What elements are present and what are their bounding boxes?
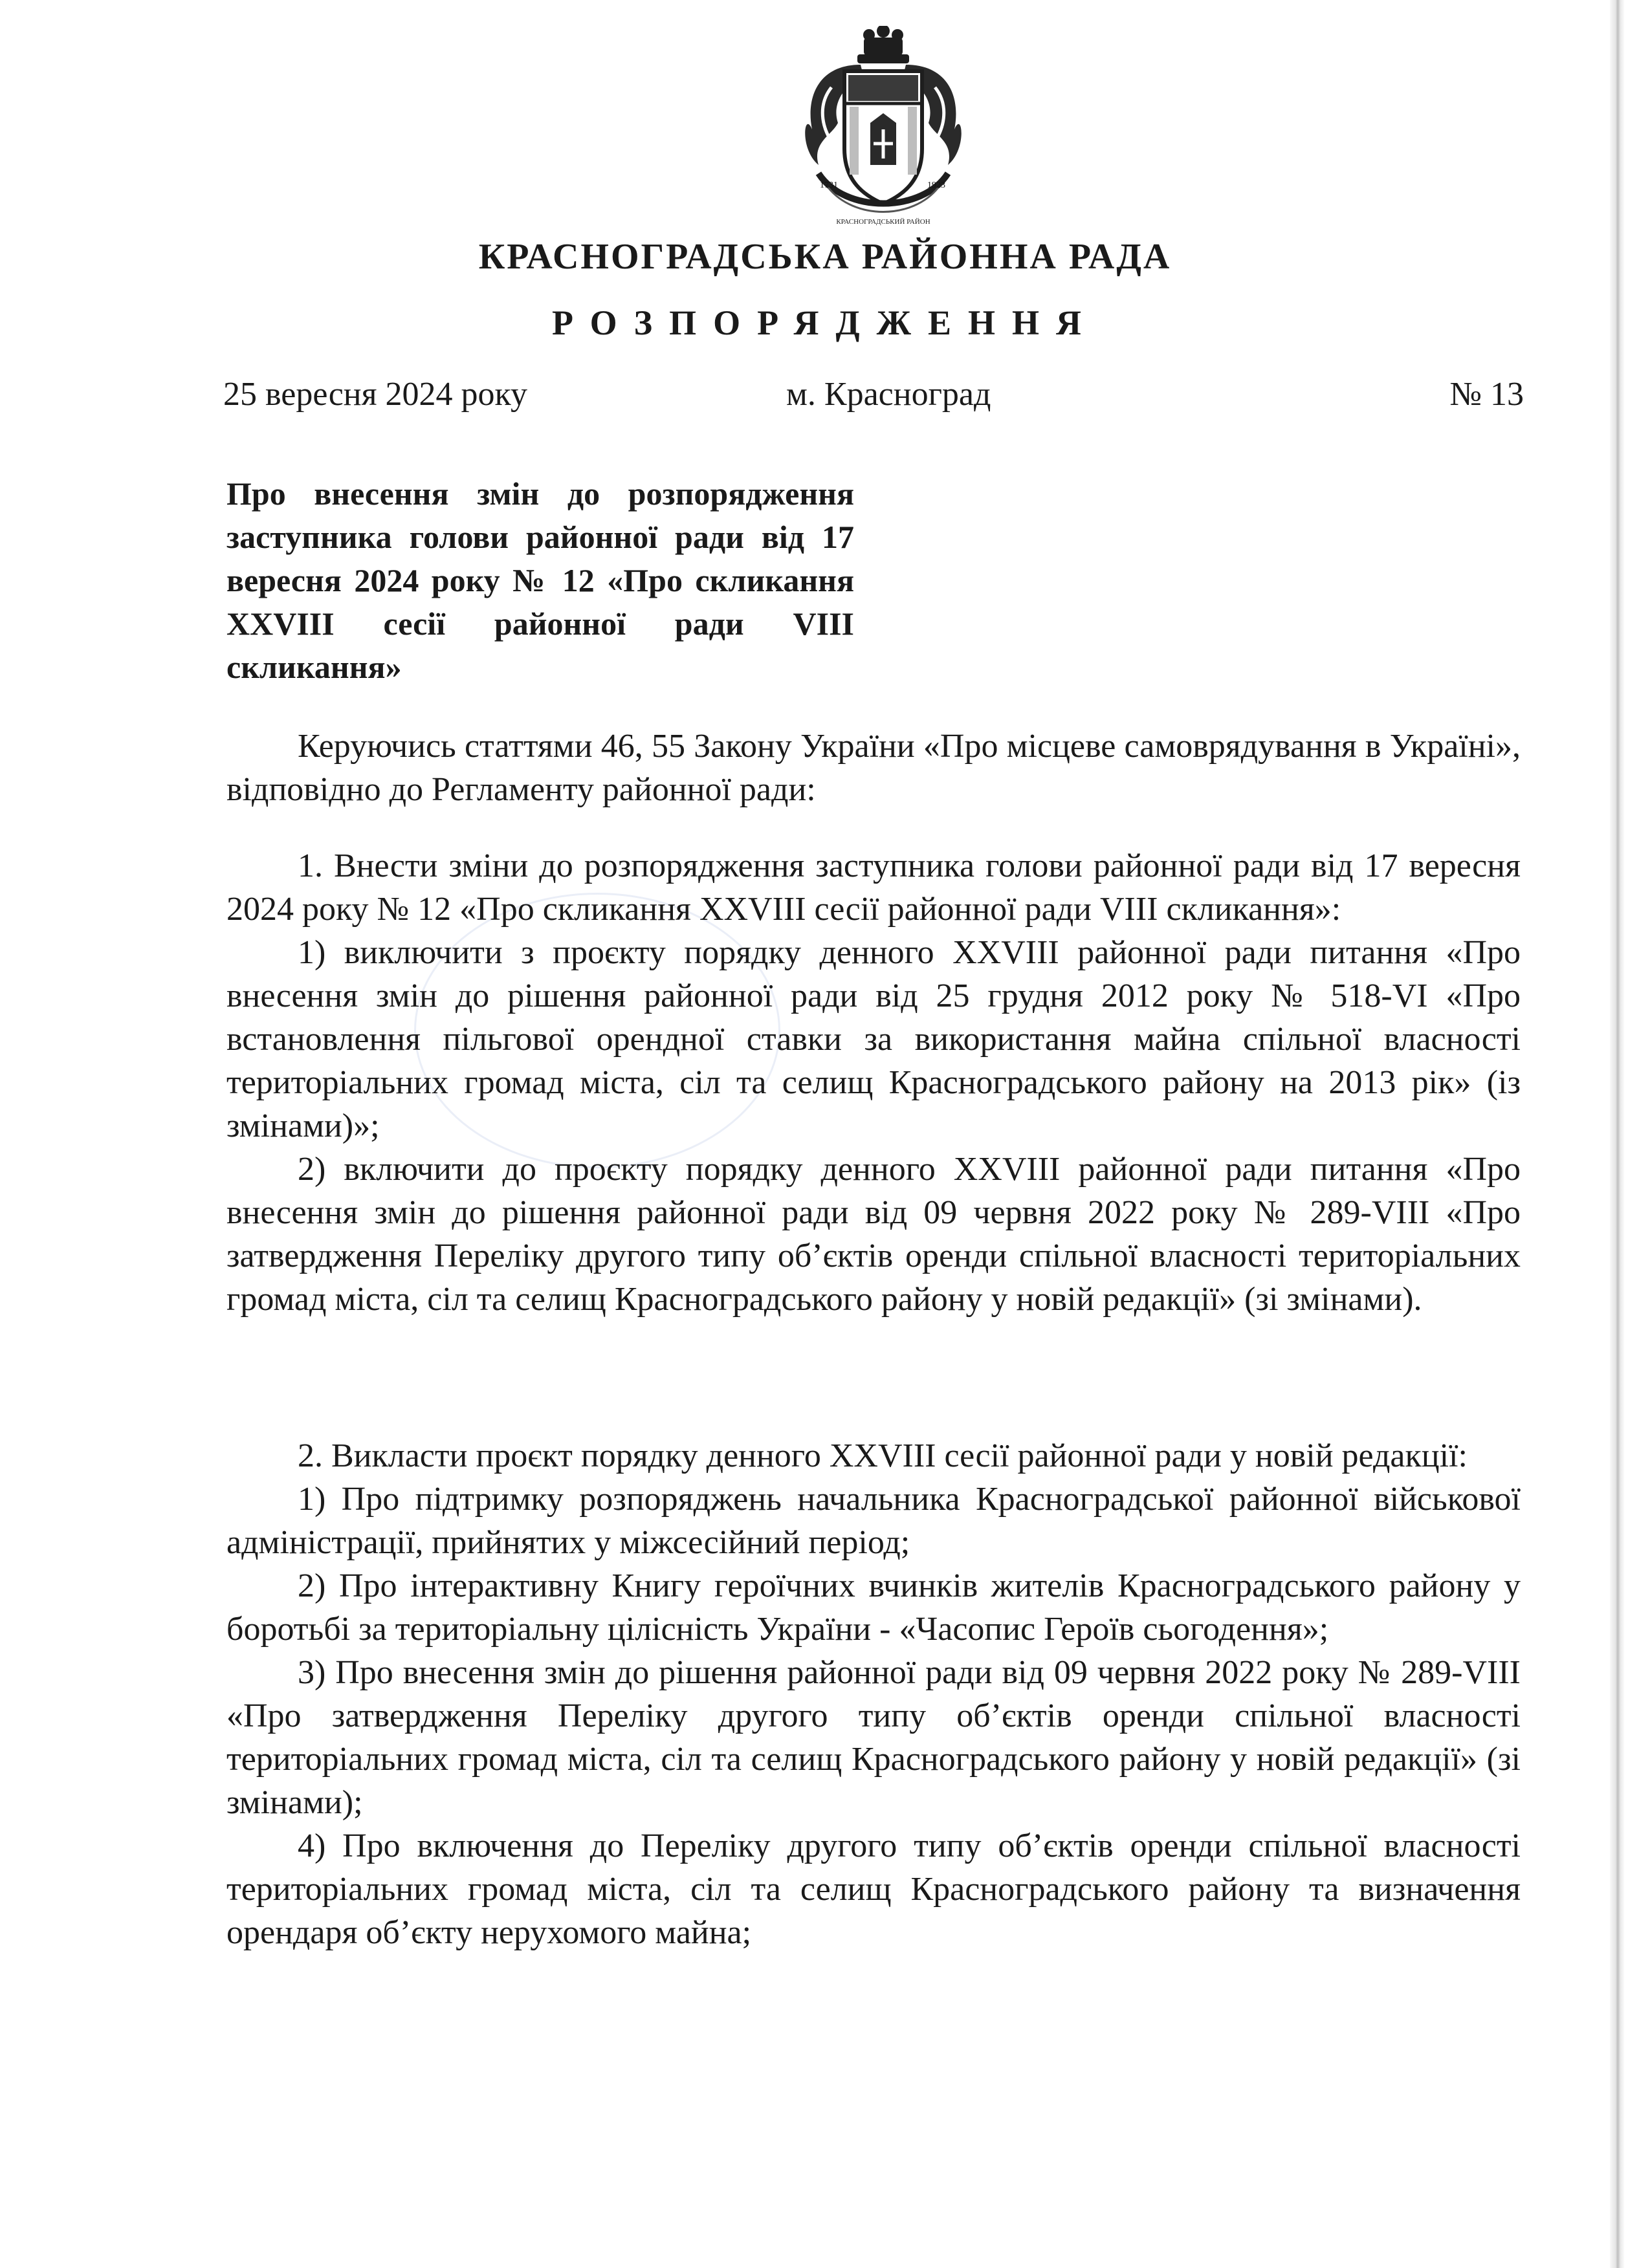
item-2-block <box>226 1434 1521 1954</box>
document-number: № 13 <box>1449 376 1524 413</box>
emblem-year-right: 1923 <box>927 180 945 190</box>
emblem-motto: КРАСНОГРАДСЬКИЙ РАЙОН <box>836 218 930 226</box>
item-1-block <box>226 844 1521 1321</box>
document-type: РОЗПОРЯДЖЕННЯ <box>551 303 1099 342</box>
item-1-text: 1. Внести зміни до розпорядження заступника голови районної ради від 17 вересня 2024 року № 12 «Про скликання XXVIII сесії районної ради VIII скликання»: <box>226 847 1521 928</box>
item-1-sub-2: 2) включити до проєкту порядку денного XXVIII районної ради питання «Про внесення змін до рішення районної ради від 09 червня 2022 року № 289-VIII «Про затвердження Переліку другого типу об’єктів оренди спільної власності територіальних громад міста, сіл та селищ Красноградського району у новій редакції» (зі змінами). <box>226 1151 1521 1318</box>
item-1-sub-1: 1) виключити з проєкту порядку денного XXVIII районної ради питання «Про внесення змін до рішення районної ради від 25 грудня 2012 року № 518-VI «Про встановлення пільгової орендної ставки за використання майна спільної власності територіальних громад міста, сіл та селищ Красноградського району на 2013 рік» (із змінами)»; <box>226 934 1521 1144</box>
coat-of-arms-icon <box>793 26 974 233</box>
document-date: 25 вересня 2024 року <box>223 376 528 413</box>
coat-of-arms-emblem <box>793 26 974 233</box>
document-place: м. Красноград <box>786 376 991 413</box>
item-2-sub-2: 2) Про інтерактивну Книгу героїчних вчинків жителів Красноградського району у боротьбі за територіальну цілісність України - «Часопис Героїв сьогодення»; <box>226 1567 1521 1648</box>
preamble-paragraph: Керуючись статтями 46, 55 Закону України «Про місцеве самоврядування в Україні», відповідно до Регламенту районної ради: <box>226 728 1521 808</box>
item-2-text: 2. Викласти проєкт порядку денного XXVIII сесії районної ради у новій редакції: <box>298 1437 1468 1474</box>
item-2-sub-1: 1) Про підтримку розпоряджень начальника Красноградської районної військової адміністрації, прийнятих у міжсесійний період; <box>226 1481 1521 1561</box>
emblem-year-left: 1731 <box>820 180 838 190</box>
item-2-sub-4: 4) Про включення до Переліку другого типу об’єктів оренди спільної власності територіальних громад міста, сіл та селищ Красноградського району та визначення орендаря об’єкту нерухомого майна; <box>226 1827 1521 1951</box>
item-2-sub-3: 3) Про внесення змін до рішення районної ради від 09 червня 2022 року № 289-VIII «Про затвердження Переліку другого типу об’єктів оренди спільної власності територіальних громад міста, сіл та селищ Красноградського району у новій редакції» (зі змінами); <box>226 1654 1521 1821</box>
document-subject: Про внесення змін до розпорядження заступника голови районної ради від 17 вересня 2024 року № 12 «Про скликання XXVIII сесії районної ради VIII скликання» <box>226 475 854 685</box>
organization-name: КРАСНОГРАДСЬКА РАЙОННА РАДА <box>478 237 1172 277</box>
